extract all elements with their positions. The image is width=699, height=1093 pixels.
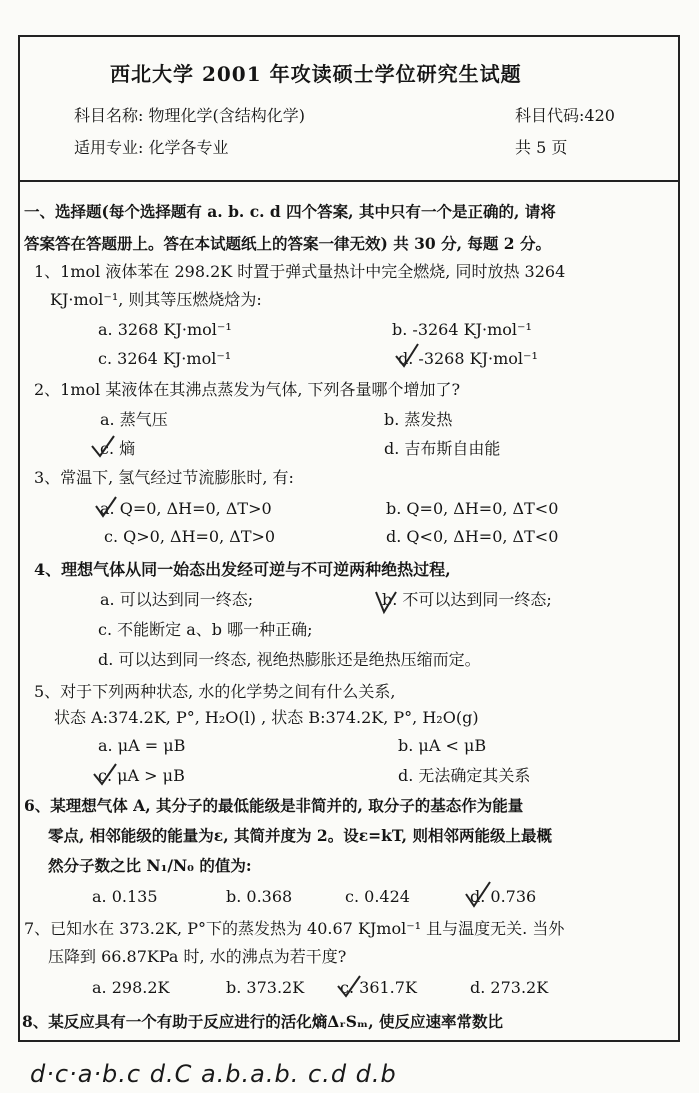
q7-option-d: d. 273.2K — [470, 978, 549, 997]
q2-option-a: a. 蒸气压 — [100, 410, 168, 429]
q4-check-mark-icon — [372, 586, 400, 618]
q6-stem-line1: 6、某理想气体 A, 其分子的最低能级是非简并的, 取分子的基态作为能量 — [24, 796, 524, 815]
q6-stem-line3: 然分子数之比 N₁/N₀ 的值为: — [48, 856, 252, 875]
header-divider — [18, 180, 680, 182]
page-count: 共 5 页 — [515, 138, 568, 157]
q6-stem-line2: 零点, 相邻能级的能量为ε, 其简并度为 2。设ε=kT, 则相邻两能级上最概 — [48, 826, 552, 845]
q7-stem-line1: 7、已知水在 373.2K, P°下的蒸发热为 40.67 KJmol⁻¹ 且与温度无关. 当外 — [24, 919, 565, 938]
q1-option-c: c. 3264 KJ·mol⁻¹ — [98, 349, 232, 368]
q6-option-a: a. 0.135 — [92, 887, 158, 906]
q3-option-c: c. Q>0, ΔH=0, ΔT>0 — [104, 527, 276, 546]
q5-option-d: d. 无法确定其关系 — [398, 766, 531, 785]
q2-stem: 2、1mol 某液体在其沸点蒸发为气体, 下列各量哪个增加了? — [34, 380, 461, 399]
q2-option-c: c. 熵 — [100, 439, 136, 458]
q1-stem-line2: KJ·mol⁻¹, 则其等压燃烧焓为: — [50, 290, 262, 309]
q1-option-d: d. -3268 KJ·mol⁻¹ — [398, 349, 538, 368]
q4-stem: 4、理想气体从同一始态出发经可逆与不可逆两种绝热过程, — [34, 560, 451, 579]
q4-option-b: b. 不可以达到同一终态; — [382, 590, 552, 609]
q7-stem-line2: 压降到 66.87KPa 时, 水的沸点为若干度? — [48, 947, 347, 966]
q3-check-mark-icon — [92, 494, 120, 522]
q6-option-b: b. 0.368 — [226, 887, 293, 906]
q7-option-b: b. 373.2K — [226, 978, 305, 997]
q4-option-c: c. 不能断定 a、b 哪一种正确; — [98, 620, 313, 639]
q1-option-a: a. 3268 KJ·mol⁻¹ — [98, 320, 232, 339]
q1-check-mark-icon — [392, 340, 422, 372]
q3-stem: 3、常温下, 氢气经过节流膨胀时, 有: — [34, 468, 294, 487]
q5-stem: 5、对于下列两种状态, 水的化学势之间有什么关系, — [34, 682, 396, 701]
section-intro-line1: 一、选择题(每个选择题有 a. b. c. d 四个答案, 其中只有一个是正确的, 请将 — [24, 202, 556, 221]
q7-option-c: c. 361.7K — [340, 978, 417, 997]
q6-option-d: d. 0.736 — [470, 887, 537, 906]
q1-option-b: b. -3264 KJ·mol⁻¹ — [392, 320, 532, 339]
q2-option-d: d. 吉布斯自由能 — [384, 439, 501, 458]
applicable-major: 适用专业: 化学各专业 — [74, 138, 229, 157]
q7-option-a: a. 298.2K — [92, 978, 170, 997]
section-intro-line2: 答案答在答题册上。答在本试题纸上的答案一律无效) 共 30 分, 每题 2 分。 — [24, 234, 551, 253]
q6-check-mark-icon — [462, 878, 494, 912]
q7-check-mark-icon — [334, 972, 364, 1002]
q5-check-mark-icon — [90, 760, 120, 790]
q4-option-a: a. 可以达到同一终态; — [100, 590, 254, 609]
q3-option-b: b. Q=0, ΔH=0, ΔT<0 — [386, 499, 559, 518]
q1-stem-line1: 1、1mol 液体苯在 298.2K 时置于弹式量热计中完全燃烧, 同时放热 3264 — [34, 262, 566, 281]
subject-name: 科目名称: 物理化学(含结构化学) — [74, 106, 305, 125]
q5-states: 状态 A:374.2K, P°, H₂O(l) , 状态 B:374.2K, P°, H₂O(g) — [54, 708, 479, 727]
q8-stem: 8、某反应具有一个有助于反应进行的活化熵ΔᵣSₘ, 使反应速率常数比 — [22, 1012, 504, 1031]
exam-title: 西北大学 2001 年攻读硕士学位研究生试题 — [110, 62, 522, 86]
q3-option-a: a. Q=0, ΔH=0, ΔT>0 — [100, 499, 272, 518]
q5-option-c: c. μA > μB — [98, 766, 185, 785]
q5-option-a: a. μA = μB — [98, 736, 186, 755]
q2-option-b: b. 蒸发热 — [384, 410, 453, 429]
q5-option-b: b. μA < μB — [398, 736, 487, 755]
q3-option-d: d. Q<0, ΔH=0, ΔT<0 — [386, 527, 559, 546]
q2-check-mark-icon — [88, 432, 118, 462]
q4-option-d: d. 可以达到同一终态, 视绝热膨胀还是绝热压缩而定。 — [98, 650, 481, 669]
handwritten-answers: d·c·a·b.c d.C a.b.a.b. c.d d.b — [30, 1060, 397, 1088]
q6-option-c: c. 0.424 — [345, 887, 410, 906]
subject-code: 科目代码:420 — [515, 106, 615, 125]
